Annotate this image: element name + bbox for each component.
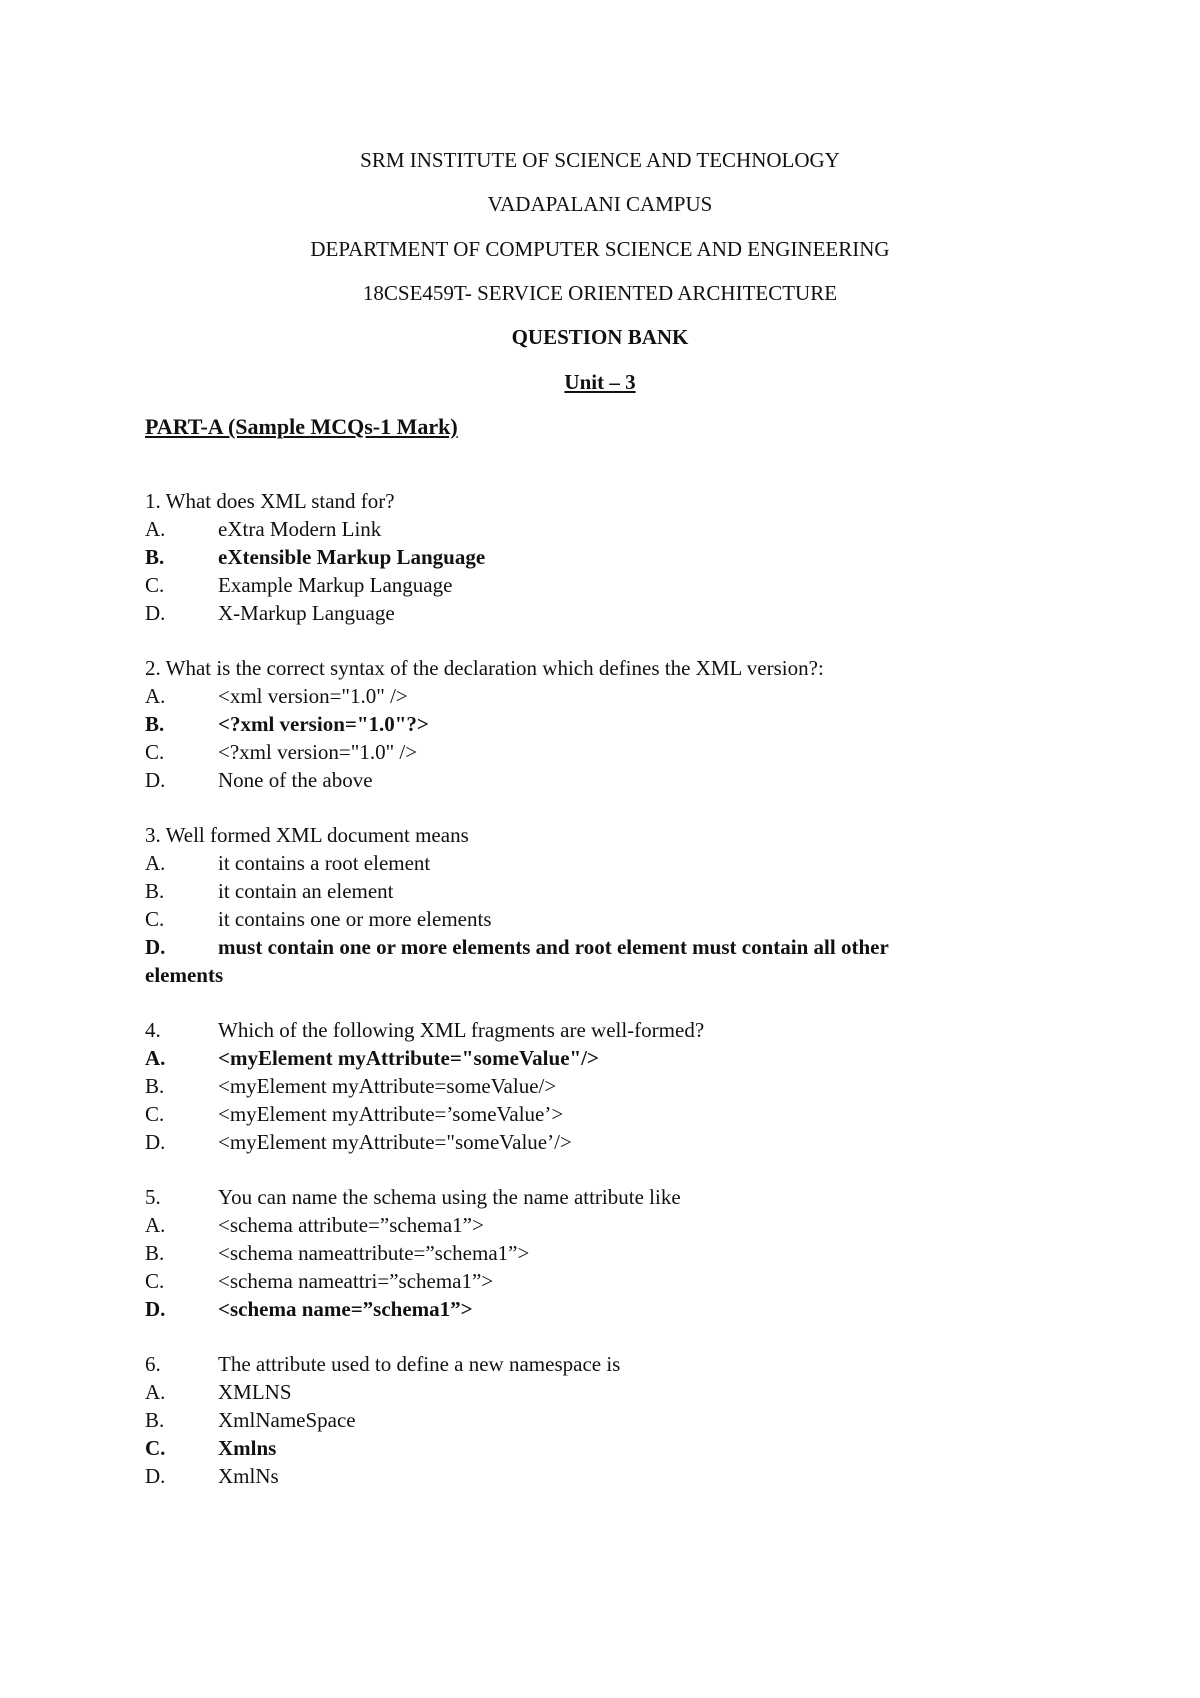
question-1-option-a <box>145 516 381 542</box>
course-title: 18CSE459T- SERVICE ORIENTED ARCHITECTURE <box>362 281 838 305</box>
option-text: XMLNS <box>218 1380 292 1404</box>
option-label: C. <box>145 1102 165 1126</box>
option-text: Xmlns <box>218 1436 277 1460</box>
document-title: QUESTION BANK <box>511 325 689 349</box>
option-label: C. <box>145 907 165 931</box>
question-5-stem <box>145 1184 681 1210</box>
option-label: D. <box>145 1130 166 1154</box>
option-text: <?xml version="1.0" /> <box>218 740 418 764</box>
option-label: B. <box>145 1074 165 1098</box>
option-label: D. <box>145 1464 166 1488</box>
question-4-stem <box>145 1017 704 1043</box>
question-5-option-c <box>145 1268 493 1294</box>
question-number: 5. <box>145 1185 161 1209</box>
option-text: X-Markup Language <box>218 601 395 625</box>
option-label: D. <box>145 768 166 792</box>
option-label: A. <box>145 684 166 708</box>
question-4-option-d <box>145 1129 572 1155</box>
option-label: B. <box>145 712 165 736</box>
question-6-option-a <box>145 1379 292 1405</box>
question-2-option-a <box>145 683 408 709</box>
option-text: it contains a root element <box>218 851 431 875</box>
question-6-stem <box>145 1351 620 1377</box>
question-number: 6. <box>145 1352 161 1376</box>
option-text: Example Markup Language <box>218 573 453 597</box>
question-2-stem: 2. What is the correct syntax of the declaration which defines the XML version?: <box>145 656 824 680</box>
question-2-option-b-answer <box>145 711 429 737</box>
option-label: B. <box>145 545 165 569</box>
question-3-stem: 3. Well formed XML document means <box>145 823 469 847</box>
question-text: The attribute used to define a new namespace is <box>218 1352 621 1376</box>
question-3-option-d-continuation: elements <box>145 963 224 987</box>
option-label: D. <box>145 601 166 625</box>
question-4-option-a-answer <box>145 1045 599 1071</box>
option-label: D. <box>145 935 166 959</box>
option-text: <myElement myAttribute="someValue"/> <box>218 1046 599 1070</box>
option-text: None of the above <box>218 768 373 792</box>
question-3-option-c <box>145 906 492 932</box>
option-label: A. <box>145 1046 166 1070</box>
question-text: Which of the following XML fragments are well-formed? <box>218 1018 705 1042</box>
option-text: <?xml version="1.0"?> <box>218 712 429 736</box>
question-2-option-d <box>145 767 373 793</box>
question-1-option-b-answer <box>145 544 485 570</box>
option-label: A. <box>145 851 166 875</box>
question-6-option-d <box>145 1463 279 1489</box>
question-5-option-d-answer <box>145 1296 473 1322</box>
option-label: B. <box>145 879 165 903</box>
option-label: C. <box>145 573 165 597</box>
option-text: XmlNs <box>218 1464 279 1488</box>
option-label: B. <box>145 1408 165 1432</box>
unit-title: Unit – 3 <box>564 370 636 394</box>
option-text: <schema nameattribute=”schema1”> <box>218 1241 530 1265</box>
option-label: C. <box>145 1269 165 1293</box>
institute-name: SRM INSTITUTE OF SCIENCE AND TECHNOLOGY <box>360 148 840 172</box>
option-label: B. <box>145 1241 165 1265</box>
option-text: <myElement myAttribute=’someValue’> <box>218 1102 564 1126</box>
option-text: eXtensible Markup Language <box>218 545 486 569</box>
question-5-option-a <box>145 1212 484 1238</box>
option-text: <myElement myAttribute=someValue/> <box>218 1074 557 1098</box>
option-label: C. <box>145 1436 166 1460</box>
option-text: XmlNameSpace <box>218 1408 356 1432</box>
department-name: DEPARTMENT OF COMPUTER SCIENCE AND ENGINEERING <box>310 237 890 261</box>
question-3-option-b <box>145 878 394 904</box>
option-text: <schema name=”schema1”> <box>218 1297 473 1321</box>
question-6-option-c-answer <box>145 1435 276 1461</box>
question-2-option-c <box>145 739 417 765</box>
option-text: <xml version="1.0" /> <box>218 684 408 708</box>
part-a-title: PART-A (Sample MCQs-1 Mark) <box>145 414 458 439</box>
question-6-option-b <box>145 1407 356 1433</box>
option-text: it contain an element <box>218 879 394 903</box>
question-4-option-c <box>145 1101 563 1127</box>
question-1-option-d <box>145 600 395 626</box>
option-text: eXtra Modern Link <box>218 517 382 541</box>
question-text: You can name the schema using the name attribute like <box>218 1185 681 1209</box>
question-1-stem: 1. What does XML stand for? <box>145 489 395 513</box>
option-text: <myElement myAttribute="someValue’/> <box>218 1130 572 1154</box>
option-label: A. <box>145 1213 166 1237</box>
option-text: <schema nameattri=”schema1”> <box>218 1269 494 1293</box>
option-label: D. <box>145 1297 166 1321</box>
option-text: must contain one or more elements and root element must contain all other <box>218 935 889 959</box>
campus-name: VADAPALANI CAMPUS <box>487 192 713 216</box>
question-3-option-a <box>145 850 430 876</box>
question-4-option-b <box>145 1073 556 1099</box>
option-label: A. <box>145 517 166 541</box>
question-5-option-b <box>145 1240 529 1266</box>
option-label: C. <box>145 740 165 764</box>
question-3-option-d-answer <box>145 934 889 960</box>
option-text: it contains one or more elements <box>218 907 492 931</box>
option-label: A. <box>145 1380 166 1404</box>
question-1-option-c <box>145 572 452 598</box>
option-text: <schema attribute=”schema1”> <box>218 1213 484 1237</box>
question-number: 4. <box>145 1018 161 1042</box>
